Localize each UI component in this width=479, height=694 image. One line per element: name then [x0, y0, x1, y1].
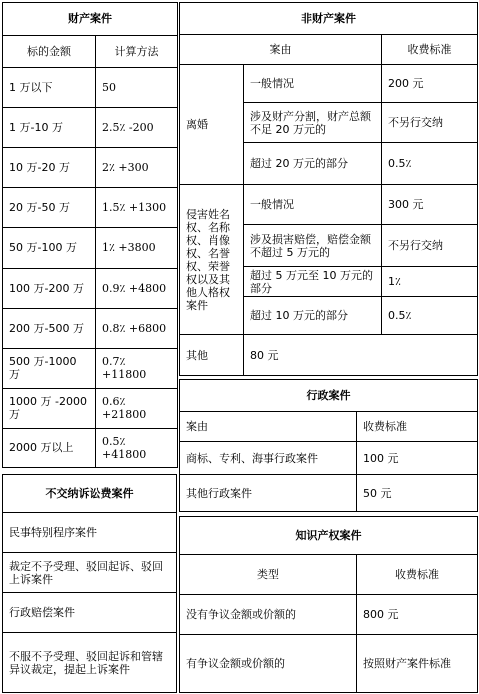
amount-cell: 100 万-200 万	[3, 268, 96, 308]
ip-col-fee-header: 收费标准	[357, 555, 478, 595]
no-fee-row: 裁定不予受理、驳回起诉、驳回上诉案件	[3, 553, 177, 593]
method-cell: 2٪ +300	[96, 148, 178, 188]
admin-cases-title: 行政案件	[180, 380, 478, 412]
admin-fee-cell: 50 元	[357, 475, 478, 512]
personality-rights-label: 侵害姓名权、名称权、肖像权、名誉权、荣誉权以及其他人格权案件	[180, 185, 244, 335]
nonproperty-cases-title: 非财产案件	[180, 3, 478, 35]
condition-cell: 超过 5 万元至 10 万元的部分	[244, 267, 382, 297]
amount-cell: 2000 万以上	[3, 428, 96, 467]
amount-cell: 1 万以下	[3, 68, 96, 108]
amount-cell: 10 万-20 万	[3, 148, 96, 188]
no-fee-row: 行政赔偿案件	[3, 593, 177, 633]
amount-cell: 200 万-500 万	[3, 308, 96, 348]
ip-fee-cell: 按照财产案件标准	[357, 635, 478, 693]
col-method-header: 计算方法	[96, 35, 178, 68]
method-cell: 0.7٪ +11800	[96, 348, 178, 388]
fee-cell: 300 元	[382, 185, 478, 225]
no-fee-cases-title: 不交纳诉讼费案件	[3, 475, 177, 513]
ip-fee-cell: 800 元	[357, 595, 478, 635]
col-cause-header: 案由	[180, 35, 382, 65]
fee-cell: 0.5٪	[382, 143, 478, 185]
ip-cases-title: 知识产权案件	[180, 517, 478, 555]
admin-cases-table	[179, 379, 477, 511]
condition-cell: 一般情况	[244, 185, 382, 225]
ip-cases-table	[179, 516, 477, 692]
admin-col-fee-header: 收费标准	[357, 412, 478, 442]
method-cell: 0.8٪ +6800	[96, 308, 178, 348]
admin-cause-cell: 商标、专利、海事行政案件	[180, 442, 357, 475]
col-amount-header: 标的金额	[3, 35, 96, 68]
method-cell: 50	[96, 68, 178, 108]
no-fee-cases-table	[2, 474, 177, 692]
other-fee-cell: 80 元	[244, 335, 478, 376]
ip-type-cell: 没有争议金额或价额的	[180, 595, 357, 635]
method-cell: 1٪ +3800	[96, 228, 178, 268]
method-cell: 2.5٪ -200	[96, 108, 178, 148]
property-cases-title: 财产案件	[3, 3, 178, 36]
no-fee-row: 民事特别程序案件	[3, 513, 177, 553]
condition-cell: 超过 20 万元的部分	[244, 143, 382, 185]
admin-cause-cell: 其他行政案件	[180, 475, 357, 512]
admin-fee-cell: 100 元	[357, 442, 478, 475]
fee-cell: 不另行交纳	[382, 103, 478, 143]
fee-cell: 200 元	[382, 65, 478, 103]
property-cases-table	[2, 2, 177, 468]
condition-cell: 涉及财产分割，财产总额不足 20 万元的	[244, 103, 382, 143]
col-fee-header: 收费标准	[382, 35, 478, 65]
amount-cell: 20 万-50 万	[3, 188, 96, 228]
amount-cell: 500 万-1000 万	[3, 348, 96, 388]
divorce-label: 离婚	[180, 65, 244, 185]
ip-col-type-header: 类型	[180, 555, 357, 595]
fee-cell: 不另行交纳	[382, 225, 478, 267]
condition-cell: 一般情况	[244, 65, 382, 103]
method-cell: 0.5٪ +41800	[96, 428, 178, 467]
method-cell: 0.6٪ +21800	[96, 388, 178, 428]
admin-col-cause-header: 案由	[180, 412, 357, 442]
condition-cell: 涉及损害赔偿，赔偿金额不超过 5 万元的	[244, 225, 382, 267]
ip-type-cell: 有争议金额或价额的	[180, 635, 357, 693]
fee-cell: 1٪	[382, 267, 478, 297]
amount-cell: 50 万-100 万	[3, 228, 96, 268]
method-cell: 0.9٪ +4800	[96, 268, 178, 308]
other-label: 其他	[180, 335, 244, 376]
fee-cell: 0.5٪	[382, 297, 478, 335]
method-cell: 1.5٪ +1300	[96, 188, 178, 228]
amount-cell: 1000 万 -2000 万	[3, 388, 96, 428]
amount-cell: 1 万-10 万	[3, 108, 96, 148]
no-fee-row: 不服不予受理、驳回起诉和管辖异议裁定，提起上诉案件	[3, 633, 177, 693]
condition-cell: 超过 10 万元的部分	[244, 297, 382, 335]
nonproperty-cases-table	[179, 2, 477, 375]
